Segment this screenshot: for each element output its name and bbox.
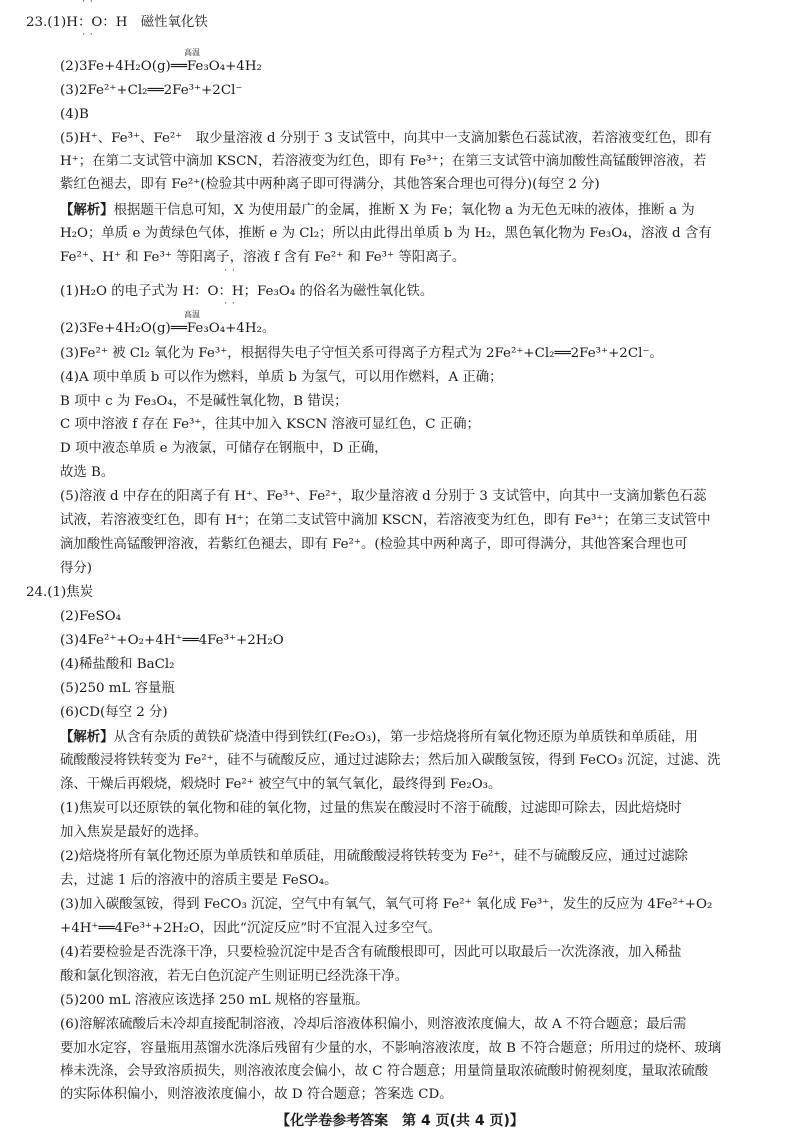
q24-analysis-11: 酸和氯化钡溶液，若无白色沉淀产生则证明已经洗涤干净。 <box>60 969 409 984</box>
analysis-marker: 【解析】 <box>60 729 114 745</box>
q23-line-2: (2)3Fe+4H₂O(g)══Fe₃O₄+4H₂ <box>60 59 262 74</box>
q23-analysis-4: (1)H₂O 的电子式为 H：O：H；Fe₃O₄ 的俗名为磁性氧化铁。 <box>60 284 434 299</box>
q23-analysis-3: Fe²⁺、H⁺ 和 Fe³⁺ 等阳离子，溶液 f 含有 Fe²⁺ 和 Fe³⁺ 等阳离子。 <box>60 250 466 265</box>
q23-analysis-11: 故选 B。 <box>60 465 115 480</box>
q24-analysis-9: +4H⁺══4Fe³⁺+2H₂O，因此“沉淀反应”时不宜混入过多空气。 <box>60 921 442 936</box>
q24-analysis-10: (4)若要检验是否洗涤干净，只要检验沉淀中是否含有硫酸根即可，因此可以取最后一次洗涤液，加入稀盐 <box>60 945 682 960</box>
q24-analysis-2: 硫酸酸浸将铁转变为 Fe²⁺，硅不与硫酸反应，通过过滤除去；然后加入碳酸氢铵，得到 FeCO₃ 沉淀，过滤、洗 <box>60 753 721 768</box>
q23-analysis-8: B 项中 c 为 Fe₃O₄，不是碱性氧化物，B 错误； <box>60 394 348 409</box>
q24-line-4: (4)稀盐酸和 BaCl₂ <box>60 657 175 672</box>
q24-line-1: 24.(1)焦炭 <box>26 585 94 600</box>
q24-line-2: (2)FeSO₄ <box>60 609 121 624</box>
q24-analysis-5: 加入焦炭是最好的选择。 <box>60 825 208 840</box>
q24-analysis-7: 去，过滤 1 后的溶液中的溶质主要是 FeSO₄。 <box>60 873 338 888</box>
q24-analysis-15: 棒未洗涤，会导致溶质损失，则溶液浓度会偏小，故 C 符合题意；用量筒量取浓硫酸时俯视刻度，量取浓硫酸 <box>60 1064 709 1079</box>
q23-analysis-1: 【解析】根据题干信息可知，X 为使用最广的金属，推断 X 为 Fe；氧化物 a 为无色无味的液体，推断 a 为 <box>60 202 695 218</box>
q24-analysis-4: (1)焦炭可以还原铁的氧化物和硅的氧化物，过量的焦炭在酸浸时不溶于硫酸，过滤即可除去，因此焙烧时 <box>60 801 682 816</box>
q24-line-3: (3)4Fe²⁺+O₂+4H⁺══4Fe³⁺+2H₂O <box>60 633 284 648</box>
q23-analysis-5: (2)3Fe+4H₂O(g)══Fe₃O₄+4H₂。 <box>60 321 276 336</box>
q24-analysis-8: (3)加入碳酸氢铵，得到 FeCO₃ 沉淀，空气中有氧气，氧气可将 Fe²⁺ 氧化成 Fe³⁺，发生的反应为 4Fe²⁺+O₂ <box>60 897 713 912</box>
q23-analysis-10: D 项中液态单质 e 为液氯，可储存在钢瓶中，D 正确， <box>60 441 388 456</box>
electron-dots-analysis: · · · · <box>224 266 236 309</box>
q23-analysis-13: 试液，若溶液变红色，即有 H⁺；在第二支试管中滴加 KSCN，若溶液变为红色，即有 Fe³⁺；在第三支试管中 <box>60 513 711 528</box>
q23-analysis-9: C 项中溶液 f 存在 Fe³⁺，往其中加入 KSCN 溶液可显红色，C 正确； <box>60 417 480 432</box>
q23-analysis-6: (3)Fe²⁺ 被 Cl₂ 氧化为 Fe³⁺，根据得失电子守恒关系可得离子方程式为 2Fe²⁺+Cl₂══2Fe³⁺+2Cl⁻。 <box>60 346 663 361</box>
q23-analysis-15: 得分) <box>60 561 93 576</box>
q24-analysis-12: (5)200 mL 溶液应该选择 250 mL 规格的容量瓶。 <box>60 993 369 1008</box>
q24-analysis-3: 涤、干燥后再煅烧，煅烧时 Fe²⁺ 被空气中的氧气氧化，最终得到 Fe₂O₃。 <box>60 777 502 792</box>
electron-dots-q23: · · · · <box>82 0 94 40</box>
page-footer: 【化学卷参考答案 第 4 页(共 4 页)】 <box>276 1113 524 1129</box>
q23-analysis-12: (5)溶液 d 中存在的阳离子有 H⁺、Fe³⁺、Fe²⁺，取少量溶液 d 分别于 3 支试管中，向其中一支滴加紫色石蕊 <box>60 489 707 504</box>
q24-analysis-16: 的实际体积偏小，则溶液浓度偏小，故 D 符合题意；答案选 CD。 <box>60 1087 453 1102</box>
q23-line-5a: (5)H⁺、Fe³⁺、Fe²⁺ 取少量溶液 d 分别于 3 支试管中，向其中一支滴加紫色石蕊试液，若溶液变红色，即有 <box>60 131 712 146</box>
q23-analysis-2: H₂O；单质 e 为黄绿色气体，推断 e 为 Cl₂；所以由此得出单质 b 为 H₂，黑色氧化物为 Fe₃O₄，溶液 d 含有 <box>60 226 712 241</box>
q23-line-5c: 紫红色褪去，即有 Fe²⁺(检验其中两种离子即可得满分，其他答案合理也可得分)(每空 2 分) <box>60 177 600 192</box>
q23-line-1: 23.(1)H：O：H 磁性氧化铁 <box>26 15 208 30</box>
q24-analysis-14: 要加水定容，容量瓶用蒸馏水洗涤后残留有少量的水，不影响溶液浓度，故 B 不符合题意；所用过的烧杯、玻璃 <box>60 1041 722 1056</box>
q24-analysis-6: (2)焙烧将所有氧化物还原为单质铁和单质硅，用硫酸酸浸将铁转变为 Fe²⁺，硅不与硫酸反应，通过过滤除 <box>60 849 688 864</box>
analysis-marker: 【解析】 <box>60 202 114 218</box>
q24-line-6: (6)CD(每空 2 分) <box>60 705 168 720</box>
q24-analysis-1: 【解析】从含有杂质的黄铁矿烧渣中得到铁红(Fe₂O₃)，第一步焙烧将所有氧化物还原为单质铁和单质硅，用 <box>60 729 698 745</box>
q24-line-5: (5)250 mL 容量瓶 <box>60 681 175 696</box>
q23-line-4: (4)B <box>60 107 89 122</box>
q23-analysis-14: 滴加酸性高锰酸钾溶液，若紫红色褪去，即有 Fe²⁺。(检验其中两种离子，即可得满分，其他答案合理也可 <box>60 537 688 552</box>
reaction-condition-q23: 高温 <box>184 48 200 57</box>
reaction-condition-analysis: 高温 <box>184 310 200 319</box>
q24-analysis-13: (6)溶解浓硫酸后未冷却直接配制溶液，冷却后溶液体积偏小，则溶液浓度偏大，故 A 不符合题意；最后需 <box>60 1017 687 1032</box>
q23-line-3: (3)2Fe²⁺+Cl₂══2Fe³⁺+2Cl⁻ <box>60 83 243 98</box>
q23-line-5b: H⁺；在第二支试管中滴加 KSCN，若溶液变为红色，即有 Fe³⁺；在第三支试管中滴加酸性高锰酸钾溶液，若 <box>60 154 707 169</box>
q23-analysis-7: (4)A 项中单质 b 可以作为燃料，单质 b 为氢气，可以用作燃料，A 正确； <box>60 370 503 385</box>
